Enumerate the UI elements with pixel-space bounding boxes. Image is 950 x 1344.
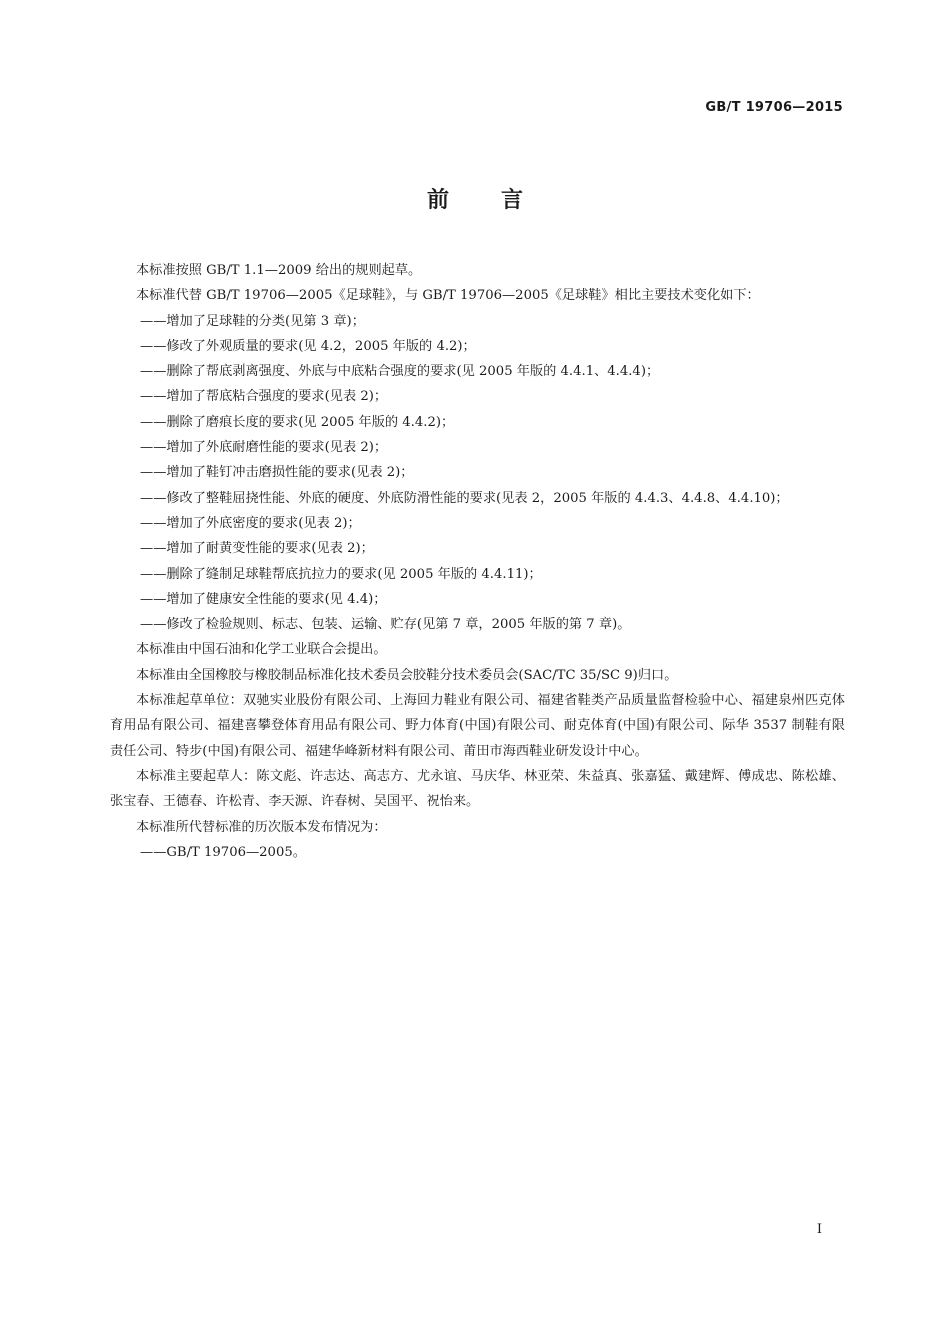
list-item: ——增加了足球鞋的分类(见第 3 章)； — [140, 313, 365, 329]
list-item: ——增加了健康安全性能的要求(见 4.4)； — [140, 591, 387, 607]
previous-version-item: ——GB/T 19706—2005。 — [140, 844, 306, 860]
list-item: ——增加了外底密度的要求(见表 2)； — [140, 515, 361, 531]
paragraph: 本标准由全国橡胶与橡胶制品标准化技术委员会胶鞋分技术委员会(SAC/TC 35/SC 9)归口。 — [136, 667, 678, 683]
paragraph: 本标准主要起草人：陈文彪、许志达、高志方、尤永谊、马庆华、林亚荣、朱益真、张嘉猛、戴建辉、傅成忠、陈松雄、张宝春、王德春、许松青、李天源、许春树、吴国平、祝怡来。 — [110, 768, 845, 810]
list-item: ——增加了外底耐磨性能的要求(见表 2)； — [140, 440, 388, 456]
paragraph: 本标准由中国石油和化学工业联合会提出。 — [136, 642, 387, 658]
list-item: ——增加了耐黄变性能的要求(见表 2)； — [140, 541, 374, 557]
paragraph: 本标准代替 GB/T 19706—2005《足球鞋》，与 GB/T 19706—2005《足球鞋》相比主要技术变化如下： — [136, 288, 760, 304]
list-item: ——修改了整鞋屈挠性能、外底的硬度、外底防滑性能的要求(见表 2，2005 年版的 4.4.3、4.4.8、4.4.10)； — [140, 490, 789, 506]
list-item: ——增加了帮底粘合强度的要求(见表 2)； — [140, 389, 388, 405]
list-item: ——修改了检验规则、标志、包装、运输、贮存(见第 7 章，2005 年版的第 7 章)。 — [140, 617, 631, 633]
paragraph: 本标准所代替标准的历次版本发布情况为： — [136, 819, 387, 835]
list-item: ——增加了鞋钉冲击磨损性能的要求(见表 2)； — [140, 465, 414, 481]
page-number: I — [816, 1222, 822, 1237]
document-body — [110, 258, 845, 865]
paragraph: 本标准按照 GB/T 1.1—2009 给出的规则起草。 — [136, 263, 422, 278]
paragraph: 本标准起草单位：双驰实业股份有限公司、上海回力鞋业有限公司、福建省鞋类产品质量监督检验中心、福建泉州匹克体育用品有限公司、福建喜攀登体育用品有限公司、野力体育(中国)有限公司、耐克体育(中国)有限公司、际华 3537 制鞋有限责任公司、特步(中国)有限公司、福建华峰新材料有限公司、莆田市海西鞋业研发设计中心。 — [110, 693, 845, 759]
page-title: 前言 — [426, 188, 575, 213]
list-item: ——修改了外观质量的要求(见 4.2，2005 年版的 4.2)； — [140, 338, 476, 354]
list-item: ——删除了磨痕长度的要求(见 2005 年版的 4.4.2)； — [140, 414, 455, 430]
change-list — [110, 309, 845, 638]
list-item: ——删除了帮底剥离强度、外底与中底粘合强度的要求(见 2005 年版的 4.4.1、4.4.4)； — [140, 364, 660, 380]
standard-code: GB/T 19706—2015 — [705, 100, 843, 115]
list-item: ——删除了缝制足球鞋帮底抗拉力的要求(见 2005 年版的 4.4.11)； — [140, 566, 542, 582]
